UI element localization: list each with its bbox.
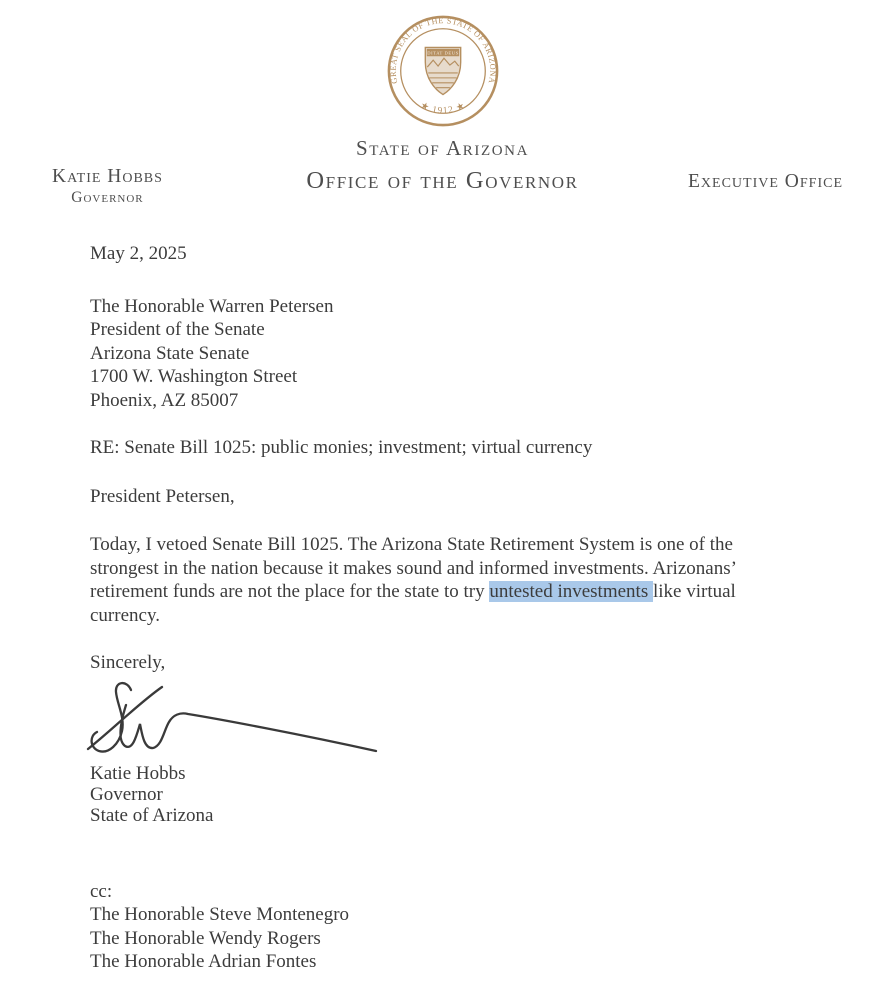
signer-org: State of Arizona — [90, 804, 214, 826]
signature-graphic — [84, 677, 384, 759]
seal-year: ★ 1912 ★ — [418, 100, 467, 117]
letter-content — [90, 242, 806, 974]
cc-label: cc: — [90, 880, 113, 902]
arizona-state-seal — [384, 12, 502, 135]
signer-name: Katie Hobbs — [90, 762, 186, 784]
body-text-after: like virtual currency. — [90, 581, 736, 626]
letterhead-governor-title: Governor — [71, 189, 144, 206]
seal-motto: DITAT DEUS — [426, 50, 459, 56]
cc-block — [90, 880, 806, 974]
body-paragraph — [90, 533, 806, 627]
letterhead-left — [52, 166, 163, 207]
cc-recipient: The Honorable Adrian Fontes — [90, 951, 317, 972]
cc-recipient: The Honorable Wendy Rogers — [90, 927, 321, 949]
salutation: President Petersen, — [90, 485, 235, 507]
signer-title: Governor — [90, 783, 163, 805]
seal-ring-text: GREAT SEAL OF THE STATE OF ARIZONA — [388, 16, 497, 85]
closing: Sincerely, — [90, 652, 166, 673]
recipient-name: The Honorable Warren Petersen — [90, 295, 334, 317]
highlighted-text: untested investments — [489, 581, 653, 602]
signer-block — [90, 763, 806, 826]
arizona-state-seal-graphic — [384, 12, 502, 130]
letterhead-office: Office of the Governor — [306, 167, 579, 194]
cc-recipient: The Honorable Steve Montenegro — [90, 904, 350, 925]
re-subject-line: RE: Senate Bill 1025: public monies; investment; virtual currency — [90, 437, 593, 458]
letter-date: May 2, 2025 — [90, 243, 187, 264]
letterhead-governor-name: Katie Hobbs — [52, 166, 163, 187]
letterhead-executive-office: Executive Office — [688, 171, 843, 192]
recipient-title: President of the Senate — [90, 319, 265, 340]
recipient-city: Phoenix, AZ 85007 — [90, 389, 239, 411]
recipient-org: Arizona State Senate — [90, 342, 250, 364]
body-text-before: Today, I vetoed Senate Bill 1025. The Arizona State Retirement System is one of the strongest in the nation because it makes sound and informed investments. Arizonans’ retirement funds are not the place for the state to try — [90, 534, 736, 602]
letterhead-state: State of Arizona — [355, 136, 530, 160]
recipient-street: 1700 W. Washington Street — [90, 366, 298, 387]
recipient-address-block — [90, 295, 806, 413]
signature — [84, 677, 806, 759]
